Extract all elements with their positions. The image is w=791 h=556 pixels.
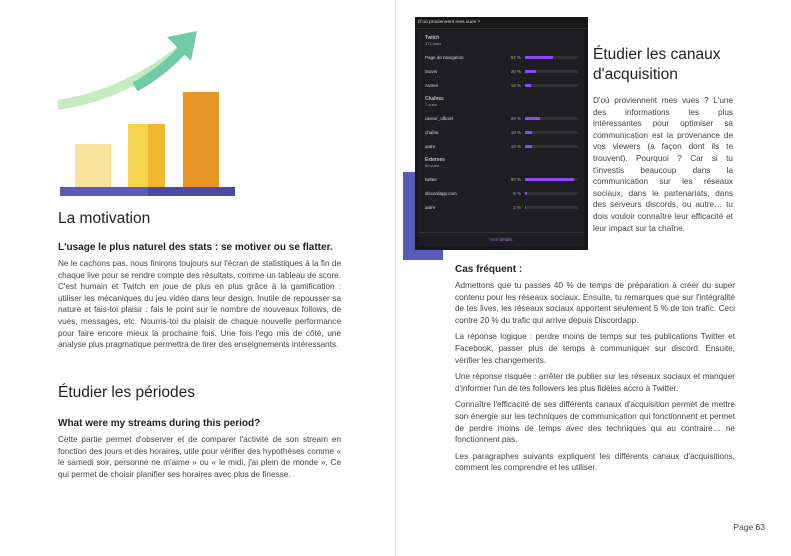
percent-bar-fill	[525, 206, 526, 209]
group-views: 60 vues	[425, 163, 440, 168]
source-name: chaîne	[425, 129, 439, 135]
source-row	[425, 139, 578, 153]
source-name: discordapp.com	[425, 190, 457, 196]
percent-bar	[525, 84, 578, 87]
percent-bar-fill	[525, 145, 532, 148]
intro-paragraph: D'où proviennent mes vues ? L'une des informations les plus intéressantes pour optimiser sa communication est la provenance de vos viewers (a façon dont ils te trouvent). Pourquoi ? Car si tu t'investis beaucoup dans la communication sur les réseaux sociaux, dans le partenariats, dans des serveurs discords, ou autre… tu dois vouloir connaître leur efficacité et leur impact sur ta chaîne.	[593, 96, 733, 233]
percent-bar-fill	[525, 178, 574, 181]
source-percent: 10 %	[510, 143, 521, 149]
percent-bar	[525, 117, 578, 120]
source-group	[419, 153, 584, 214]
paragraph: Ne le cachons pas, nous finirons toujours sur l'écran de statistiques à la fin de chaque live pour se rendre compte des résultats, comme un tableau de score. C'est humain et Twitch en joue de plus en plus grâce à la gamification : utiliser les mécaniques du jeu vidéo dans leur design. Inutile de repousser sa nature et fais-toi plaisir : fais le point sur le nombre de nouveaux follows, de vues, messages, etc. Nourris-toi du plaisir de chaque nouvelle performance pour faire encore mieux la prochaine fois. Une fois l'ego mis de côté, une analyse plus pragmatique permettra de tirer des enseignements intéressants.	[58, 259, 341, 350]
source-name: autre	[425, 204, 436, 210]
case-paragraphs	[455, 280, 735, 479]
group-views: 171 vues	[425, 41, 442, 46]
percent-bar	[525, 206, 578, 209]
page-number: Page 63	[733, 522, 765, 532]
section-subtitle-2: What were my streams during this period?	[58, 418, 261, 429]
source-row	[425, 125, 578, 139]
percent-bar-fill	[525, 192, 527, 195]
percent-bar	[525, 145, 578, 148]
case-subtitle: Cas fréquent :	[455, 264, 523, 275]
percent-bar	[525, 192, 578, 195]
source-name: Suivis	[425, 68, 438, 74]
source-row	[425, 200, 578, 214]
source-name: Autres	[425, 82, 439, 88]
group-name: Twitch	[425, 35, 440, 41]
source-row	[425, 186, 578, 200]
source-percent: 2 %	[513, 204, 521, 210]
percent-bar-fill	[525, 84, 531, 87]
source-row	[425, 64, 578, 78]
percent-bar	[525, 131, 578, 134]
source-group	[419, 31, 584, 92]
percent-bar	[525, 178, 578, 181]
source-percent: 10 %	[510, 129, 521, 135]
paragraph: Admettons que tu passes 40 % de temps de préparation à créer du super contenu pour les réseaux sociaux. Ensuite, tu remarques que sur l'intégralité de tes lives, les réseaux sociaux apportent seulement 5 % de ton trafic. Ceci contre 20 % du trafic qui arrive depuis Discordapp.	[455, 281, 735, 325]
source-name: twitter	[425, 176, 438, 182]
paragraph: Les paragraphes suivants expliquent les différents canaux d'acquisitions, comment les comprendre et les utiliser.	[455, 451, 735, 473]
source-percent: 5 %	[513, 190, 521, 196]
source-row	[425, 172, 578, 186]
section-subtitle: L'usage le plus naturel des stats : se motiver ou se flatter.	[58, 242, 333, 253]
section-title: La motivation	[58, 210, 151, 227]
source-percent: 20 %	[510, 68, 521, 74]
section-title-2: Étudier les périodes	[58, 384, 195, 401]
source-row	[425, 78, 578, 92]
percent-bar-fill	[525, 131, 532, 134]
source-percent: 90 %	[510, 176, 521, 182]
percent-bar-fill	[525, 70, 536, 73]
source-percent: 18 %	[510, 82, 521, 88]
group-name: Chaînes	[425, 96, 444, 102]
source-name: Page de navigation	[425, 54, 464, 60]
source-row	[425, 111, 578, 125]
paragraph-2: Cette partie permet d'observer et de comparer l'activité de son stream en fonction des jours et des horaires, utile pour vérifier des hypothèses comme « le samedi soir, personne ne m'aime » ou « le midi, j'ai plein de monde ». Ce qui permet de choisir planifier ses horaires avec plus de finesse.	[58, 435, 341, 479]
right-title: Étudier les canaux d'acquisition	[593, 46, 721, 83]
percent-bar-fill	[525, 56, 553, 59]
source-name: autre	[425, 143, 436, 149]
source-percent: 28 %	[510, 115, 521, 121]
paragraph: Une réponse risquée : arrêter de publier sur les réseaux sociaux et manquer d'informer l'un de tes followers les plus fidèles accro à Twitter.	[455, 372, 735, 393]
paragraph: Connaître l'efficacité de ses différents canaux d'acquisition permet de mettre son énergie sur les techniques de communication qui fonctionnent et permet de perdre moins de temps avec des techniques qui au contraire… ne fonctionnent pas.	[455, 400, 735, 445]
source-percent: 52 %	[510, 54, 521, 60]
source-row	[425, 50, 578, 64]
source-group	[419, 92, 584, 153]
percent-bar	[525, 70, 578, 73]
group-views: 7 vues	[425, 102, 437, 107]
panel-title: D'où proviennent mes vues ?	[415, 17, 588, 29]
paragraph: La réponse logique : perdre moins de temps sur tes publications Twitter et Facebook, passer plus de temps à communiquer sur discord. Ensuite, vérifier les changements.	[455, 332, 735, 365]
growth-chart-illustration	[55, 25, 240, 200]
percent-bar	[525, 56, 578, 59]
percent-bar-fill	[525, 117, 540, 120]
source-name: raveor_officiel	[425, 115, 453, 121]
panel-body	[419, 31, 584, 246]
views-source-screenshot	[415, 17, 588, 250]
group-name: Externes	[425, 157, 445, 163]
see-details-link[interactable]: Voir détails	[419, 232, 584, 246]
